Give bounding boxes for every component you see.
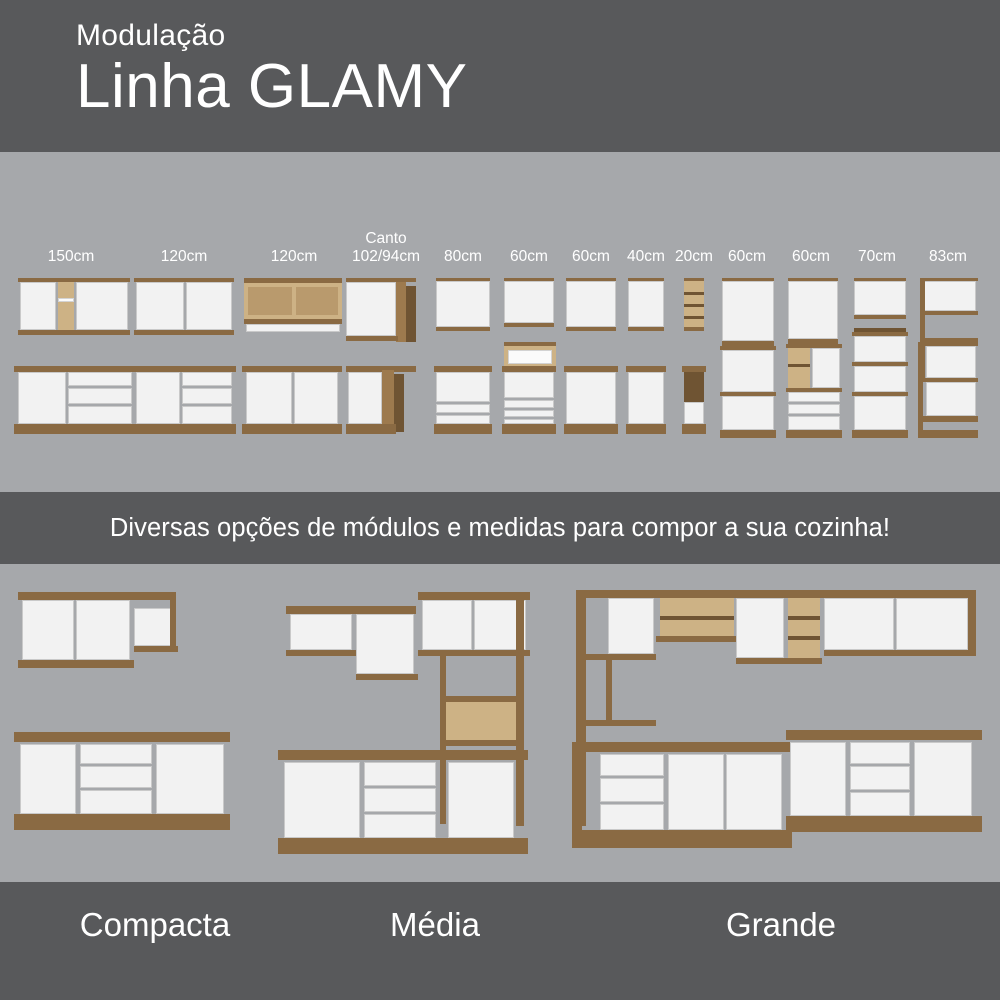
footer-label-grande: Grande [725, 906, 837, 943]
footer-label-compacta: Compacta [79, 906, 231, 943]
page-title: Linha GLAMY [76, 52, 468, 121]
footer-label-media: Média [390, 906, 480, 943]
modules-band: 150cm 120cm 120cm Canto 102/94cm 80cm 60cm 60cm 40cm 20cm 60cm 60cm 70cm 83cm [0, 152, 1000, 492]
slogan-text: Diversas opções de módulos e medidas para compor a sua cozinha! [109, 513, 891, 542]
slogan-band [0, 492, 1000, 564]
header-kicker: Modulação [76, 19, 226, 52]
header-banner [0, 0, 1000, 152]
footer-band [0, 882, 1000, 1000]
kitchens-band [0, 564, 1000, 882]
